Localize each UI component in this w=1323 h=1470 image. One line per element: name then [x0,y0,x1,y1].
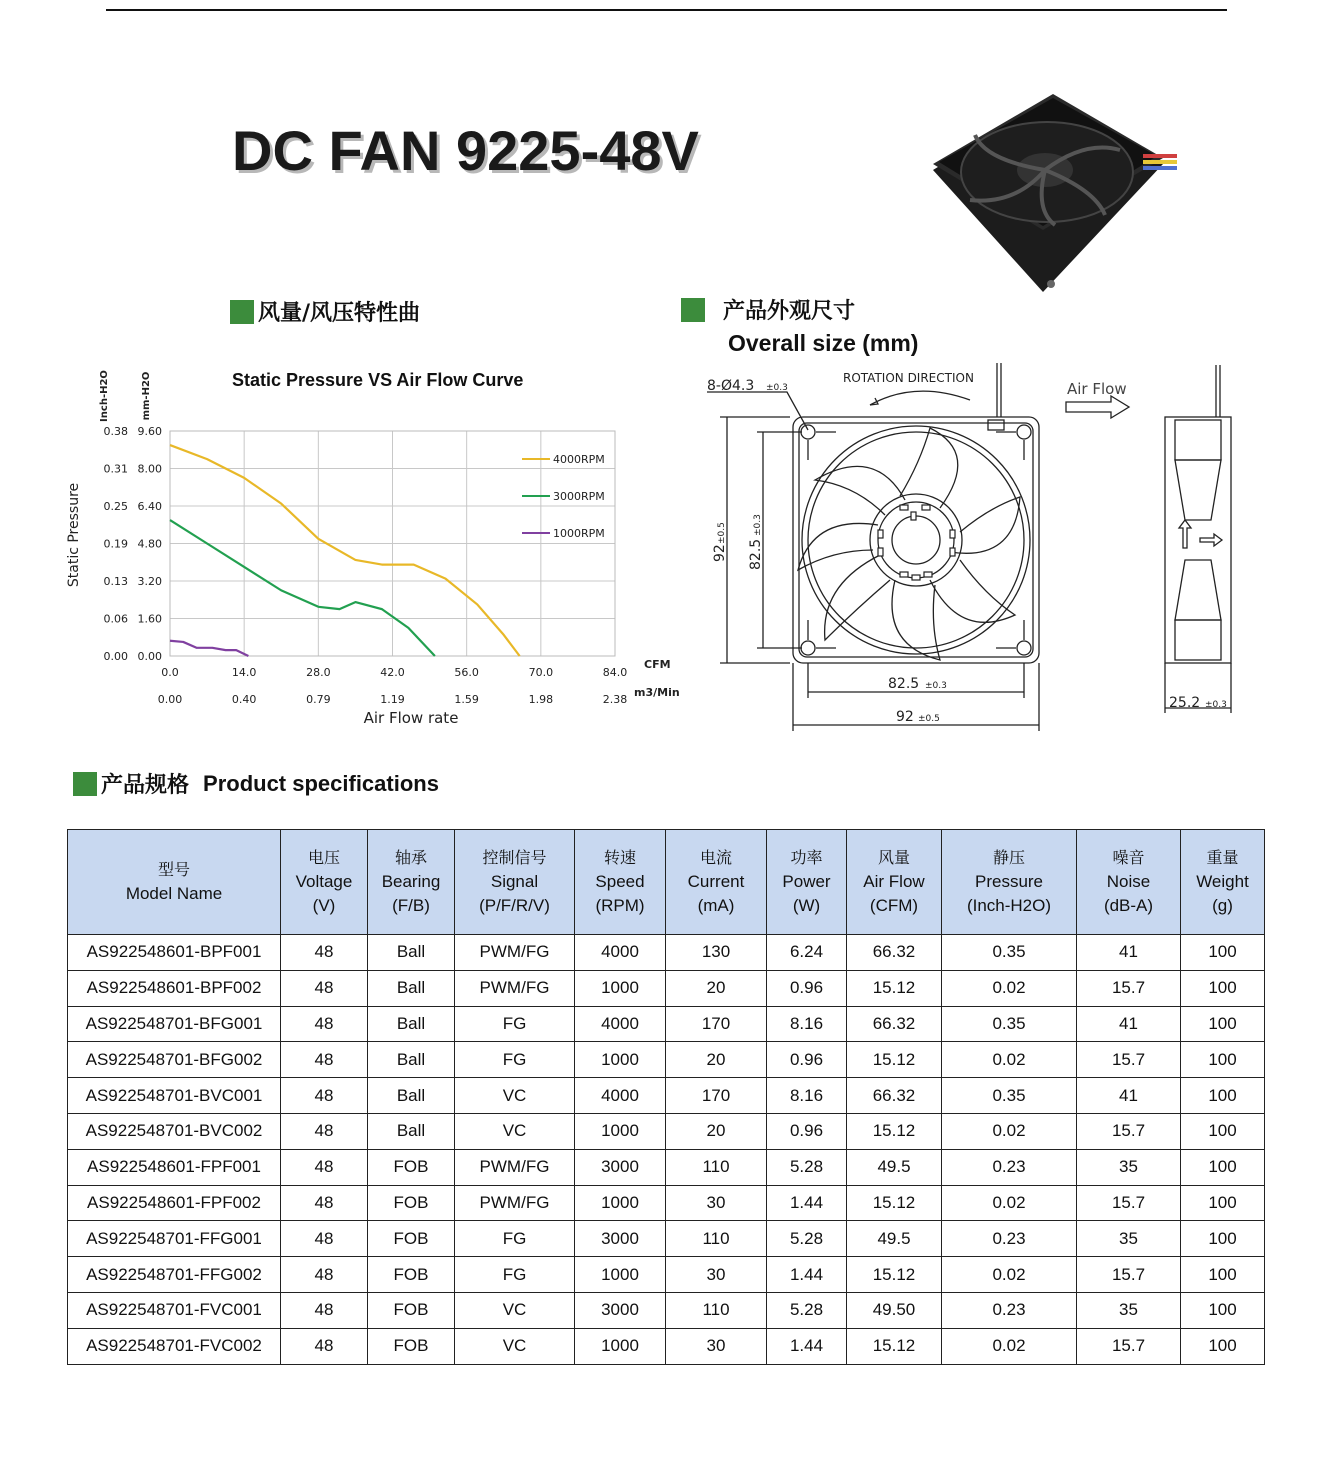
table-row [68,1042,1265,1078]
header-cn: 电流 [699,848,732,867]
column-header [847,830,942,935]
model-name-cell: AS922548601-FPF001 [68,1149,281,1185]
table-cell: 100 [1181,1185,1265,1221]
table-cell: 48 [281,1113,368,1149]
x-axis-title: Air Flow rate [363,709,459,727]
table-cell: 1000 [575,1257,666,1293]
header-cn: 型号 [157,860,190,879]
table-cell: 15.7 [1077,1185,1181,1221]
table-cell: 0.23 [942,1292,1077,1328]
column-header [942,830,1077,935]
x-tick-label: 56.0 [454,666,479,679]
y-tick-label: 0.31 [103,462,128,476]
table-cell: FOB [368,1149,455,1185]
header-en: Air Flow [863,872,925,891]
table-cell: Ball [368,1113,455,1149]
table-cell: 66.32 [847,1006,942,1042]
dim-inner-side-tol: ±0.3 [753,514,763,536]
table-cell: 5.28 [767,1221,847,1257]
table-cell: 15.7 [1077,1042,1181,1078]
size-section-heading: 产品外观尺寸 [681,294,855,325]
table-cell: 1000 [575,1328,666,1364]
header-cn: 控制信号 [482,848,547,867]
table-cell: 15.12 [847,1113,942,1149]
y2-tick-label: 8.00 [137,462,162,476]
header-unit: (V) [312,896,336,915]
table-cell: FOB [368,1292,455,1328]
column-header [68,830,281,935]
table-cell: 30 [666,1185,767,1221]
table-cell: 15.12 [847,1185,942,1221]
table-cell: 0.02 [942,970,1077,1006]
table-cell: 0.23 [942,1149,1077,1185]
table-cell: FG [455,1257,575,1293]
dimension-drawing [700,360,1240,735]
table-row [68,1185,1265,1221]
table-cell: 5.28 [767,1149,847,1185]
table-cell: FG [455,1042,575,1078]
section-marker [73,772,97,796]
table-cell: 15.12 [847,1328,942,1364]
header-unit: (g) [1212,896,1233,915]
table-cell: 110 [666,1149,767,1185]
column-header [281,830,368,935]
dim-inner-bottom-tol: ±0.3 [925,681,947,691]
header-cn: 风量 [877,848,910,867]
dim-outer-bottom-tol: ±0.5 [918,714,940,724]
header-unit: (CFM) [869,896,919,915]
table-cell: 100 [1181,1149,1265,1185]
table-cell: 48 [281,1185,368,1221]
x-tick-label: 84.0 [602,666,628,679]
table-cell: 0.02 [942,1185,1077,1221]
table-cell: 170 [666,1006,767,1042]
section-marker [230,300,254,324]
x-tick-label: 42.0 [380,666,405,679]
table-cell: 100 [1181,1078,1265,1114]
header-unit: (RPM) [595,896,645,915]
table-cell: 35 [1077,1221,1181,1257]
table-cell: 30 [666,1257,767,1293]
column-header [666,830,767,935]
header-cn: 重量 [1206,848,1239,867]
table-cell: 170 [666,1078,767,1114]
header-cn: 功率 [790,848,823,867]
y2-tick-label: 1.60 [137,612,162,626]
y-tick-label: 0.06 [103,612,128,626]
table-cell: 110 [666,1292,767,1328]
table-cell: 20 [666,970,767,1006]
model-name-cell: AS922548601-BPF002 [68,970,281,1006]
rotation-label: ROTATION DIRECTION [843,371,974,385]
y2-tick-label: 0.00 [137,650,162,663]
table-cell: 49.5 [847,1149,942,1185]
table-cell: 100 [1181,1328,1265,1364]
table-cell: 4000 [575,935,666,971]
y2-tick-label: 6.40 [137,500,162,513]
table-cell: Ball [368,1078,455,1114]
table-cell: 15.7 [1077,1113,1181,1149]
table-cell: 48 [281,1221,368,1257]
model-name-cell: AS922548601-FPF002 [68,1185,281,1221]
table-cell: 0.35 [942,1078,1077,1114]
table-cell: 1.44 [767,1185,847,1221]
table-cell: 0.96 [767,970,847,1006]
x2-tick-label: 0.00 [157,693,183,706]
column-header [1077,830,1181,935]
series-line-3000RPM [170,520,435,656]
table-cell: 35 [1077,1149,1181,1185]
y-tick-label: 0.25 [103,500,128,513]
x2-tick-label: 1.59 [454,693,479,706]
series-line-1000RPM [170,641,248,656]
x-unit-secondary: m3/Min [634,686,680,699]
column-header [1181,830,1265,935]
table-cell: 0.23 [942,1221,1077,1257]
header-en: Signal [490,872,539,891]
table-cell: FOB [368,1221,455,1257]
x-tick-label: 0.0 [161,666,179,679]
fan-product-image [925,92,1180,297]
table-row [68,935,1265,971]
y-tick-label: 0.00 [103,650,128,663]
table-cell: 20 [666,1113,767,1149]
table-cell: VC [455,1328,575,1364]
table-cell: 8.16 [767,1006,847,1042]
table-cell: 1000 [575,1185,666,1221]
airflow-label: Air Flow [1067,380,1127,398]
x-tick-label: 28.0 [306,666,331,679]
header-unit: (dB-A) [1103,896,1154,915]
dim-outer-side-tol: ±0.5 [717,522,727,544]
table-row [68,1149,1265,1185]
table-cell: 100 [1181,1221,1265,1257]
table-cell: 0.96 [767,1113,847,1149]
table-cell: 130 [666,935,767,971]
y2-tick-label: 3.20 [137,575,162,588]
table-cell: 100 [1181,1042,1265,1078]
table-cell: 1000 [575,1042,666,1078]
column-header [767,830,847,935]
legend-label: 4000RPM [553,453,605,466]
header-en: Bearing [381,872,441,891]
model-name-cell: AS922548701-BFG001 [68,1006,281,1042]
dim-outer-bottom: 92 [896,709,914,725]
table-cell: VC [455,1078,575,1114]
column-header [455,830,575,935]
table-cell: 100 [1181,1006,1265,1042]
dim-depth: 25.2 [1169,695,1201,711]
table-row [68,970,1265,1006]
table-cell: 100 [1181,935,1265,971]
table-cell: 3000 [575,1149,666,1185]
spec-section-heading: 产品规格 Product specifications [73,768,439,799]
model-name-cell: AS922548601-BPF001 [68,935,281,971]
x2-tick-label: 2.38 [602,693,628,706]
table-cell: Ball [368,935,455,971]
table-cell: 1.44 [767,1257,847,1293]
table-cell: 48 [281,1257,368,1293]
holes-label: 8-Ø4.3 [707,378,755,394]
table-cell: FOB [368,1185,455,1221]
dim-inner-bottom: 82.5 [888,676,920,692]
pressure-flow-chart [55,368,695,738]
table-cell: 0.35 [942,935,1077,971]
header-unit: (mA) [697,896,735,915]
header-en: Noise [1106,872,1151,891]
table-row [68,1006,1265,1042]
table-row [68,1328,1265,1364]
table-cell: 41 [1077,1006,1181,1042]
header-en: Speed [595,872,645,891]
x2-tick-label: 0.40 [231,693,257,706]
header-cn: 噪音 [1112,848,1145,867]
header-en: Current [687,872,745,891]
table-cell: 1000 [575,970,666,1006]
x2-tick-label: 1.98 [528,693,554,706]
dim-inner-side: 82.5 [748,538,764,570]
table-row [68,1113,1265,1149]
model-name-cell: AS922548701-FFG002 [68,1257,281,1293]
model-name-cell: AS922548701-FVC001 [68,1292,281,1328]
table-cell: FG [455,1006,575,1042]
table-row [68,1078,1265,1114]
table-cell: 30 [666,1328,767,1364]
overall-size-subtitle: Overall size (mm) [728,330,919,356]
table-cell: 4000 [575,1078,666,1114]
table-cell: 0.02 [942,1042,1077,1078]
curve-section-heading: 风量/风压特性曲 [230,296,420,327]
table-cell: 48 [281,1042,368,1078]
table-cell: 110 [666,1221,767,1257]
table-cell: 35 [1077,1292,1181,1328]
header-en: Pressure [974,872,1044,891]
chart-title: Static Pressure VS Air Flow Curve [232,370,524,390]
model-name-cell: AS922548701-BVC001 [68,1078,281,1114]
table-cell: 15.12 [847,1042,942,1078]
header-unit: (P/F/R/V) [479,896,550,915]
model-name-cell: AS922548701-BVC002 [68,1113,281,1149]
x-unit-primary: CFM [644,658,671,671]
x-tick-label: 14.0 [231,666,257,679]
table-cell: 48 [281,1006,368,1042]
table-cell: 15.7 [1077,970,1181,1006]
header-unit: (W) [792,896,821,915]
table-cell: Ball [368,1006,455,1042]
table-cell: 48 [281,1292,368,1328]
table-cell: 49.5 [847,1221,942,1257]
y-unit-primary: Inch-H2O [99,370,110,422]
header-cn: 静压 [992,848,1025,867]
table-cell: 0.96 [767,1042,847,1078]
column-header [368,830,455,935]
table-cell: 4000 [575,1006,666,1042]
table-cell: FOB [368,1328,455,1364]
y-unit-secondary: mm-H2O [141,371,152,421]
y-tick-label: 0.19 [103,537,128,551]
table-cell: 15.12 [847,1257,942,1293]
header-unit: (F/B) [392,896,430,915]
table-cell: 15.7 [1077,1257,1181,1293]
table-cell: 0.35 [942,1006,1077,1042]
top-rule [106,9,1227,11]
dim-depth-tol: ±0.3 [1205,700,1227,710]
table-cell: 100 [1181,1113,1265,1149]
table-cell: 100 [1181,1292,1265,1328]
header-cn: 轴承 [394,848,427,867]
x2-tick-label: 1.19 [380,693,405,706]
dim-outer-side: 92 [712,544,728,562]
spec-table [67,829,1265,1365]
x2-tick-label: 0.79 [306,693,331,706]
table-cell: 41 [1077,935,1181,971]
header-en: Weight [1196,872,1249,891]
holes-tolerance: ±0.3 [766,383,788,393]
x-tick-label: 70.0 [528,666,554,679]
table-cell: 0.02 [942,1328,1077,1364]
table-cell: 41 [1077,1078,1181,1114]
table-cell: 49.50 [847,1292,942,1328]
header-cn: 转速 [603,848,636,867]
table-cell: 0.02 [942,1257,1077,1293]
table-cell: 48 [281,970,368,1006]
table-cell: 20 [666,1042,767,1078]
table-row [68,1292,1265,1328]
table-cell: 1000 [575,1113,666,1149]
table-cell: Ball [368,970,455,1006]
table-cell: Ball [368,1042,455,1078]
table-cell: 100 [1181,970,1265,1006]
table-cell: 100 [1181,1257,1265,1293]
table-header-row [68,830,1265,935]
y-tick-label: 0.13 [103,575,128,588]
header-en: Power [782,872,831,891]
model-name-cell: AS922548701-FFG001 [68,1221,281,1257]
table-cell: 48 [281,1149,368,1185]
table-cell: FOB [368,1257,455,1293]
table-cell: 5.28 [767,1292,847,1328]
legend-label: 1000RPM [553,527,605,540]
legend-label: 3000RPM [553,490,605,503]
table-row [68,1257,1265,1293]
table-cell: 66.32 [847,935,942,971]
header-unit: (Inch-H2O) [966,896,1052,915]
table-cell: 1.44 [767,1328,847,1364]
header-en: Voltage [295,872,353,891]
table-cell: 8.16 [767,1078,847,1114]
table-cell: PWM/FG [455,935,575,971]
table-cell: 6.24 [767,935,847,971]
section-marker [681,298,705,322]
table-cell: 15.7 [1077,1328,1181,1364]
table-cell: 66.32 [847,1078,942,1114]
table-cell: 15.12 [847,970,942,1006]
table-cell: PWM/FG [455,1149,575,1185]
table-cell: 48 [281,1328,368,1364]
y-axis-title: Static Pressure [66,482,82,588]
y-tick-label: 0.38 [103,425,128,438]
table-cell: FG [455,1221,575,1257]
model-name-cell: AS922548701-FVC002 [68,1328,281,1364]
table-body [68,935,1265,1365]
table-cell: PWM/FG [455,1185,575,1221]
y2-tick-label: 4.80 [137,537,162,551]
table-cell: 48 [281,1078,368,1114]
table-cell: 0.02 [942,1113,1077,1149]
table-cell: VC [455,1113,575,1149]
table-cell: 3000 [575,1221,666,1257]
table-row [68,1221,1265,1257]
table-cell: PWM/FG [455,970,575,1006]
model-name-cell: AS922548701-BFG002 [68,1042,281,1078]
page-title: DC FAN 9225-48V [232,119,699,182]
series-line-4000RPM [170,445,520,656]
header-cn: 电压 [307,848,340,867]
y2-tick-label: 9.60 [137,425,162,438]
column-header [575,830,666,935]
header-en: Model Name [125,884,223,903]
table-cell: 3000 [575,1292,666,1328]
table-cell: VC [455,1292,575,1328]
table-cell: 48 [281,935,368,971]
